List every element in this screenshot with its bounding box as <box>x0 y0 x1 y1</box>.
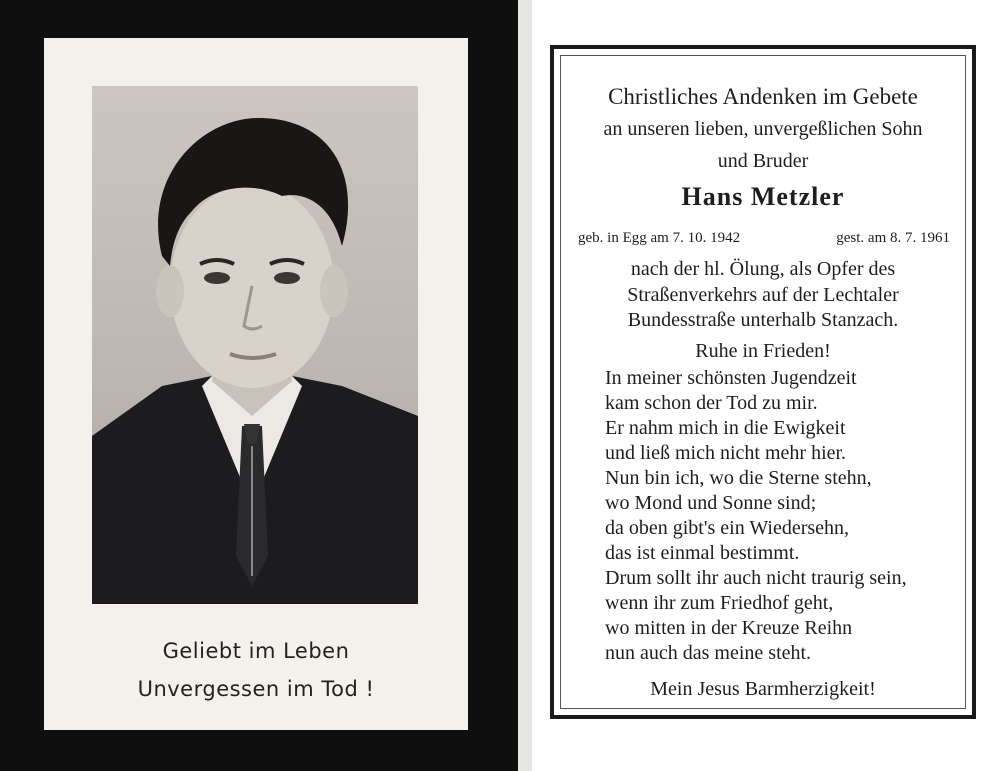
poem-line-10: wenn ihr zum Friedhof geht, <box>605 592 834 614</box>
caption-line-2: Unvergessen im Tod ! <box>137 677 375 701</box>
portrait-photo <box>92 86 418 604</box>
poem-line-11: wo mitten in der Kreuze Reihn <box>605 617 853 639</box>
portrait-illustration <box>92 86 418 604</box>
photo-card <box>44 38 468 730</box>
circumstance-line-1: nach der hl. Ölung, als Opfer des <box>630 258 896 280</box>
caption-line-1: Geliebt im Leben <box>162 639 350 663</box>
poem-line-9: Drum sollt ihr auch nicht traurig sein, <box>605 567 907 589</box>
poem-line-1: In meiner schönsten Jugendzeit <box>605 367 857 389</box>
header-line-1: Christliches Andenken im Gebete <box>608 84 918 109</box>
header-line-2: an unseren lieben, unvergeßlichen Sohn <box>603 118 923 140</box>
poem-line-4: und ließ mich nicht mehr hier. <box>605 442 847 464</box>
poem-line-6: wo Mond und Sonne sind; <box>605 492 817 514</box>
header-line-3: und Bruder <box>717 150 809 172</box>
closing-prayer: Mein Jesus Barmherzigkeit! <box>650 678 876 700</box>
poem-line-7: da oben gibt's ein Wiedersehn, <box>605 517 850 539</box>
deceased-name: Hans Metzler <box>681 182 845 211</box>
poem-line-5: Nun bin ich, wo die Sterne stehn, <box>605 467 872 489</box>
birth-date: geb. in Egg am 7. 10. 1942 <box>578 230 741 246</box>
poem-line-3: Er nahm mich in die Ewigkeit <box>605 417 846 439</box>
dates-row <box>578 230 950 247</box>
poem-line-12: nun auch das meine steht. <box>605 642 812 664</box>
poem-line-8: das ist einmal bestimmt. <box>605 542 800 564</box>
death-date: gest. am 8. 7. 1961 <box>836 230 950 246</box>
poem-line-2: kam schon der Tod zu mir. <box>605 392 818 414</box>
rest-in-peace: Ruhe in Frieden! <box>695 340 831 362</box>
circumstance-line-3: Bundesstraße unterhalb Stanzach. <box>627 309 899 331</box>
circumstance-line-2: Straßenverkehrs auf der Lechtaler <box>627 284 899 306</box>
